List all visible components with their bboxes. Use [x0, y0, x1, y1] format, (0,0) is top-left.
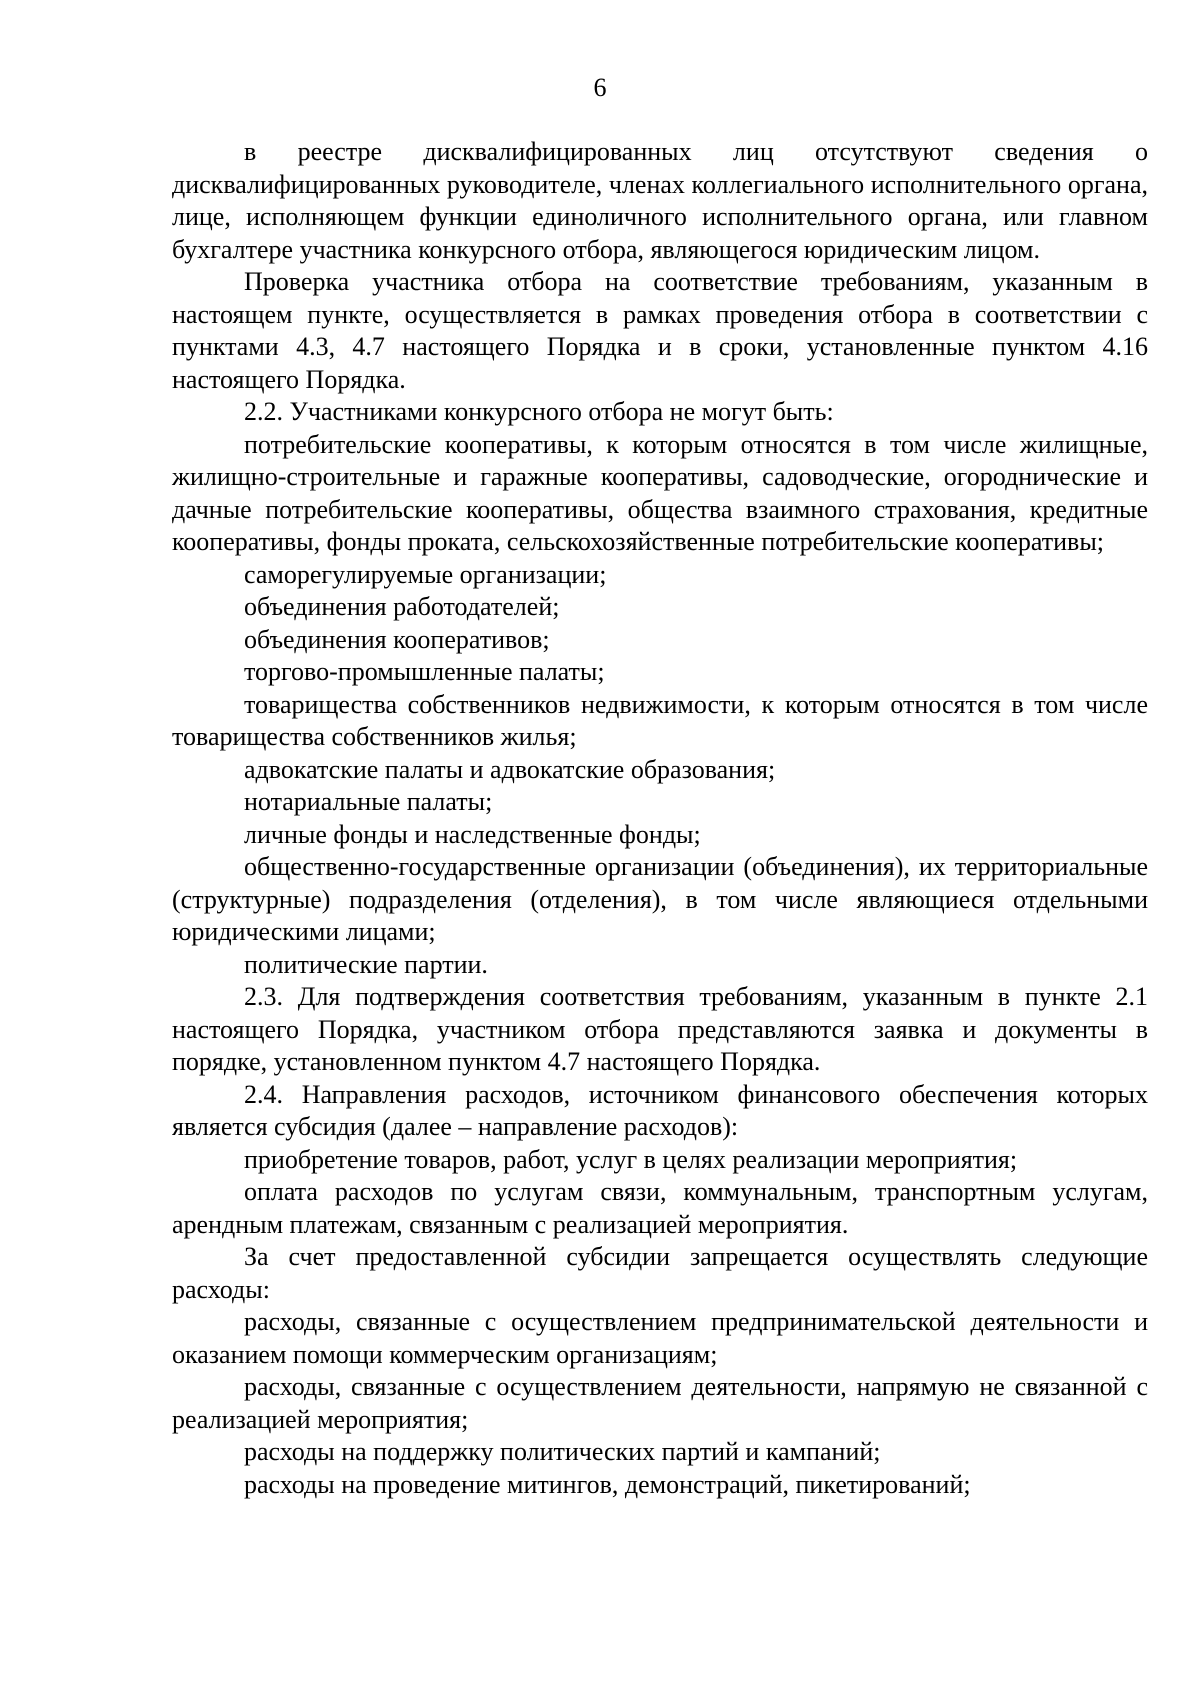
list-item-purchase-goods: приобретение товаров, работ, услуг в целях реализации мероприятия; — [244, 1144, 1018, 1174]
paragraph-disqualified-registry: в реестре дисквалифицированных лиц отсутствуют сведения о дисквалифицированных руководителе, членах коллегиального исполнительного органа, лице, исполняющем функции единоличного исполнительного органа, или главном бухгалтере участника конкурсного отбора, являющегося юридическим лицом. — [172, 137, 1148, 264]
list-item-payment-services: оплата расходов по услугам связи, коммунальным, транспортным услугам, арендным платежам, связанным с реализацией мероприятия. — [172, 1177, 1148, 1239]
page-number: 6 — [593, 73, 607, 102]
list-item-personal-funds: личные фонды и наследственные фонды; — [244, 819, 701, 849]
list-item-chambers-of-commerce: торгово-промышленные палаты; — [244, 657, 605, 686]
list-item-consumer-cooperatives: потребительские кооперативы, к которым относятся в том числе жилищные, жилищно-строительные и гаражные кооперативы, садоводческие, огороднические и дачные потребительские кооперативы, общества взаимного страхования, кредитные кооперативы, фонды проката, сельскохозяйственные потребительские кооперативы; — [172, 429, 1148, 556]
paragraph-2-2-heading: 2.2. Участниками конкурсного отбора не могут быть: — [244, 397, 834, 426]
list-item-bar-associations: адвокатские палаты и адвокатские образования; — [244, 754, 776, 784]
list-item-political-support: расходы на поддержку политических партий и кампаний; — [244, 1437, 881, 1466]
list-item-political-parties: политические партии. — [244, 949, 488, 979]
list-item-property-owners: товарищества собственников недвижимости, к которым относятся в том числе товарищества собственников жилья; — [172, 689, 1148, 751]
list-item-notary-chambers: нотариальные палаты; — [244, 787, 493, 816]
list-item-self-regulatory: саморегулируемые организации; — [244, 559, 607, 589]
paragraph-2-3: 2.3. Для подтверждения соответствия требованиям, указанным в пункте 2.1 настоящего Порядка, участником отбора представляются заявка и документы в порядке, установленном пунктом 4.7 настоящего Порядка. — [172, 982, 1148, 1076]
document-body — [172, 136, 1148, 1501]
list-item-business-expenses: расходы, связанные с осуществлением предпринимательской деятельности и оказанием помощи коммерческим организациям; — [172, 1307, 1148, 1369]
list-item-public-state-organizations: общественно-государственные организации (объединения), их территориальные (структурные) подразделения (отделения), в том числе являющиеся отдельными юридическими лицами; — [172, 852, 1148, 946]
paragraph-verification: Проверка участника отбора на соответствие требованиям, указанным в настоящем пункте, осуществляется в рамках проведения отбора в соответствии с пунктами 4.3, 4.7 настоящего Порядка и в сроки, установленные пунктом 4.16 настоящего Порядка. — [172, 267, 1148, 394]
list-item-employer-associations: объединения работодателей; — [244, 592, 560, 621]
list-item-unrelated-activity: расходы, связанные с осуществлением деятельности, напрямую не связанной с реализацией мероприятия; — [172, 1372, 1148, 1434]
list-item-cooperative-associations: объединения кооперативов; — [244, 624, 550, 654]
list-item-rallies: расходы на проведение митингов, демонстраций, пикетирований; — [244, 1469, 971, 1499]
paragraph-prohibited-expenses: За счет предоставленной субсидии запрещается осуществлять следующие расходы: — [172, 1242, 1148, 1304]
paragraph-2-4: 2.4. Направления расходов, источником финансового обеспечения которых является субсидия (далее – направление расходов): — [172, 1079, 1148, 1141]
